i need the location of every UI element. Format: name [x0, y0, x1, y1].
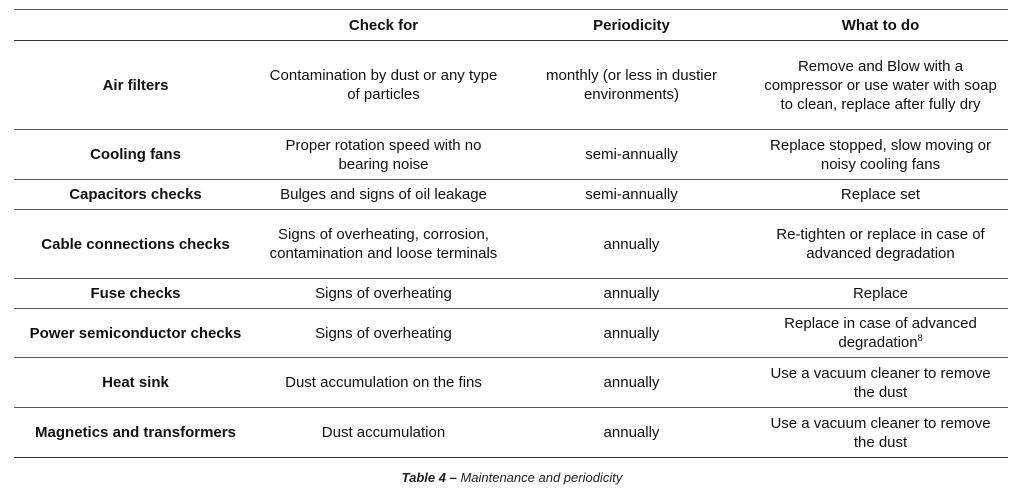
- row-periodicity: annually: [510, 279, 753, 309]
- table-body: [14, 41, 1008, 458]
- table-header: [14, 10, 1008, 41]
- row-what-to-do: Replace set: [753, 180, 1008, 210]
- table-row: [14, 408, 1008, 458]
- header-periodicity: Periodicity: [510, 10, 753, 41]
- header-what-to-do: What to do: [753, 10, 1008, 41]
- row-what-to-do: Use a vacuum cleaner to remove the dust: [753, 358, 1008, 408]
- row-periodicity: annually: [510, 309, 753, 358]
- row-item: Fuse checks: [14, 279, 257, 309]
- row-what-to-do: Re-tighten or replace in case of advanced degradation: [753, 210, 1008, 279]
- header-row: [14, 10, 1008, 41]
- row-check-for: Signs of overheating: [257, 309, 510, 358]
- caption-label: Table 4 –: [401, 470, 457, 485]
- table-row: [14, 279, 1008, 309]
- table-row: [14, 210, 1008, 279]
- row-check-for: Bulges and signs of oil leakage: [257, 180, 510, 210]
- row-item: Air filters: [14, 41, 257, 130]
- row-what-to-do: Remove and Blow with a compressor or use water with soap to clean, replace after fully dry: [753, 41, 1008, 130]
- row-check-for: Signs of overheating, corrosion, contamination and loose terminals: [257, 210, 510, 279]
- row-periodicity: monthly (or less in dustier environments): [510, 41, 753, 130]
- row-what-to-do: Replace: [753, 279, 1008, 309]
- row-item: Power semiconductor checks: [14, 309, 257, 358]
- row-check-for: Proper rotation speed with no bearing noise: [257, 130, 510, 180]
- table-row: [14, 41, 1008, 130]
- table-row: [14, 358, 1008, 408]
- maintenance-table: [14, 9, 1008, 458]
- caption-text: Maintenance and periodicity: [460, 470, 623, 485]
- row-item: Cooling fans: [14, 130, 257, 180]
- footnote-marker: 8: [917, 333, 923, 343]
- row-item: Cable connections checks: [14, 210, 257, 279]
- row-check-for: Contamination by dust or any type of particles: [257, 41, 510, 130]
- row-item: Capacitors checks: [14, 180, 257, 210]
- header-item: [14, 10, 257, 41]
- row-periodicity: semi-annually: [510, 180, 753, 210]
- row-check-for: Dust accumulation on the fins: [257, 358, 510, 408]
- row-what-to-do: [753, 309, 1008, 358]
- row-periodicity: annually: [510, 358, 753, 408]
- table-row: [14, 180, 1008, 210]
- header-check-for: Check for: [257, 10, 510, 41]
- row-periodicity: annually: [510, 408, 753, 458]
- row-check-for: Dust accumulation: [257, 408, 510, 458]
- table-row: [14, 130, 1008, 180]
- table-row: [14, 309, 1008, 358]
- row-item: Heat sink: [14, 358, 257, 408]
- table-caption: [0, 470, 1024, 485]
- row-check-for: Signs of overheating: [257, 279, 510, 309]
- row-what-to-do: Replace stopped, slow moving or noisy cooling fans: [753, 130, 1008, 180]
- row-item: Magnetics and transformers: [14, 408, 257, 458]
- row-periodicity: annually: [510, 210, 753, 279]
- row-periodicity: semi-annually: [510, 130, 753, 180]
- row-what-to-do-text: Replace in case of advanced degradation: [784, 315, 977, 351]
- row-what-to-do: Use a vacuum cleaner to remove the dust: [753, 408, 1008, 458]
